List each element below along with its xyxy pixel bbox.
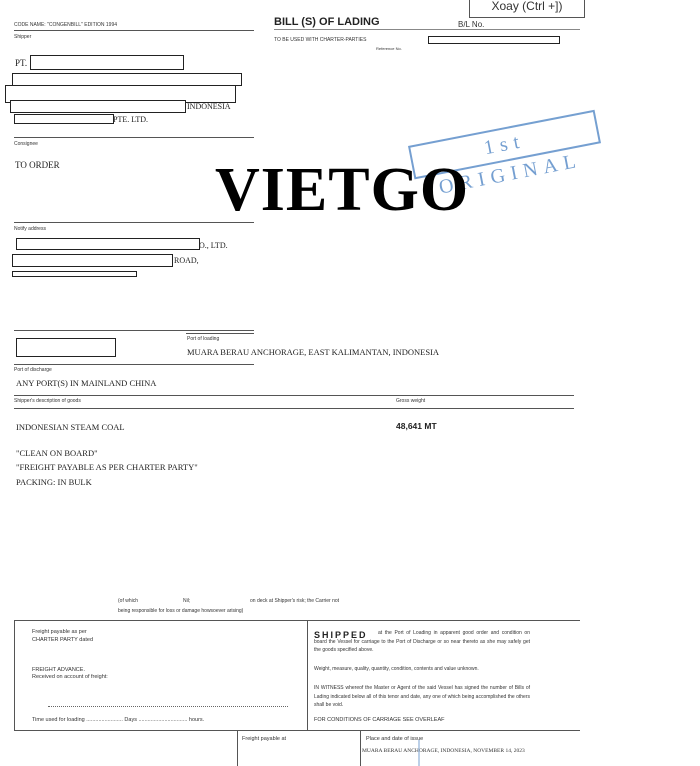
divider <box>14 620 580 621</box>
place-date-label: Place and date of issue <box>366 736 424 742</box>
shipper-prefix: PT. <box>15 58 28 68</box>
shipper-company-suffix: PTE. LTD. <box>113 115 149 124</box>
goods-label: Shipper's description of goods <box>14 398 81 404</box>
divider <box>14 730 580 731</box>
divider <box>14 30 254 31</box>
notify-road-suffix: ROAD, <box>174 256 199 265</box>
divider <box>360 730 361 766</box>
goods-description: INDONESIAN STEAM COAL <box>16 422 125 432</box>
divider <box>307 620 308 730</box>
document-title: BILL (S) OF LADING <box>274 16 380 28</box>
shipper-country: INDONESIA <box>187 102 231 111</box>
bl-number-redaction <box>428 36 560 44</box>
gross-weight-label: Gross weight <box>396 398 426 404</box>
divider <box>14 395 574 396</box>
divider <box>237 730 238 766</box>
divider <box>14 620 15 730</box>
port-discharge-value: ANY PORT(S) IN MAINLAND CHINA <box>16 378 157 388</box>
received-on-account: Received on account of freight: <box>32 674 108 680</box>
conditions-overleaf: FOR CONDITIONS OF CARRIAGE SEE OVERLEAF <box>314 717 445 723</box>
shipper-redaction-5 <box>14 114 114 124</box>
port-discharge-label: Port of discharge <box>14 367 52 373</box>
notify-redaction-3 <box>12 271 137 277</box>
deck-note-nil: Nil; <box>183 598 191 604</box>
shipper-redaction-4 <box>10 100 186 113</box>
shipped-paragraph-1: at the Port of Loading in apparent good order and condition on board the Vessel for carriage to the Port of Discharge or so near thereto as she may safely get the goods specified above. <box>314 630 530 653</box>
shipped-paragraph-2: Weight, measure, quality, quantity, condition, contents and value unknown. <box>314 666 479 672</box>
deck-note-of-which: (of which <box>118 598 139 604</box>
vessel-redaction <box>16 338 116 357</box>
consignee-label: Consignee <box>14 141 38 147</box>
reference-label: Reference No. <box>376 46 402 51</box>
divider <box>274 29 580 30</box>
port-loading-value: MUARA BERAU ANCHORAGE, EAST KALIMANTAN, INDONESIA <box>187 347 440 357</box>
divider <box>14 137 254 138</box>
notify-label: Notify address <box>14 226 46 232</box>
shipper-redaction-1 <box>30 55 184 70</box>
dotted-line <box>48 706 288 707</box>
consignee-value: TO ORDER <box>15 160 60 170</box>
gross-weight-value: 48,641 MT <box>396 421 437 431</box>
stamp-mark <box>418 740 434 766</box>
document-subtitle: TO BE USED WITH CHARTER-PARTIES <box>274 37 367 43</box>
freight-payable-at-label: Freight payable at <box>242 736 287 742</box>
deck-note-on-deck: on deck at Shipper's risk; the Carrier not <box>250 598 340 604</box>
notify-company-suffix: O., LTD. <box>199 241 228 250</box>
shipper-label: Shipper <box>14 34 32 40</box>
shipped-heading: SHIPPED <box>314 630 368 640</box>
bl-no-label: B/L No. <box>458 20 485 29</box>
clean-on-board: "CLEAN ON BOARD" <box>16 448 98 458</box>
code-name: CODE NAME: "CONGENBILL" EDITION 1994 <box>14 22 118 28</box>
rotate-hint-button[interactable]: Xoay (Ctrl +]) <box>469 0 585 18</box>
freight-payable-note: "FREIGHT PAYABLE AS PER CHARTER PARTY" <box>16 462 198 472</box>
divider <box>186 333 254 334</box>
packing-note: PACKING: IN BULK <box>16 477 92 487</box>
deck-note-line2: being responsible for loss or damage howsoever arising) <box>118 608 244 614</box>
vietgo-watermark: VIETGO <box>215 156 470 224</box>
divider <box>14 330 254 331</box>
original-stamp: 1st ORIGINAL <box>408 110 601 180</box>
port-loading-label: Port of loading <box>187 336 220 342</box>
charter-party-dated: CHARTER PARTY dated <box>32 637 94 643</box>
notify-redaction-1 <box>16 238 200 250</box>
divider <box>14 364 254 365</box>
freight-advance: FREIGHT ADVANCE. <box>32 667 85 673</box>
place-date-value: MUARA BERAU ANCHORAGE, INDONESIA, NOVEMBER 14, 2023 <box>362 748 525 754</box>
freight-payable-as-per: Freight payable as per <box>32 629 87 635</box>
shipped-paragraph-3: IN WITNESS whereof the Master or Agent of the said Vessel has signed the number of Bills of Lading indicated below all of this tenor and date, any one of which being accomplished the others shall be void. <box>314 685 530 708</box>
divider <box>14 408 574 409</box>
notify-redaction-2 <box>12 254 173 267</box>
time-used-for-loading: Time used for loading ........................ Days ................................ hours. <box>32 717 205 723</box>
